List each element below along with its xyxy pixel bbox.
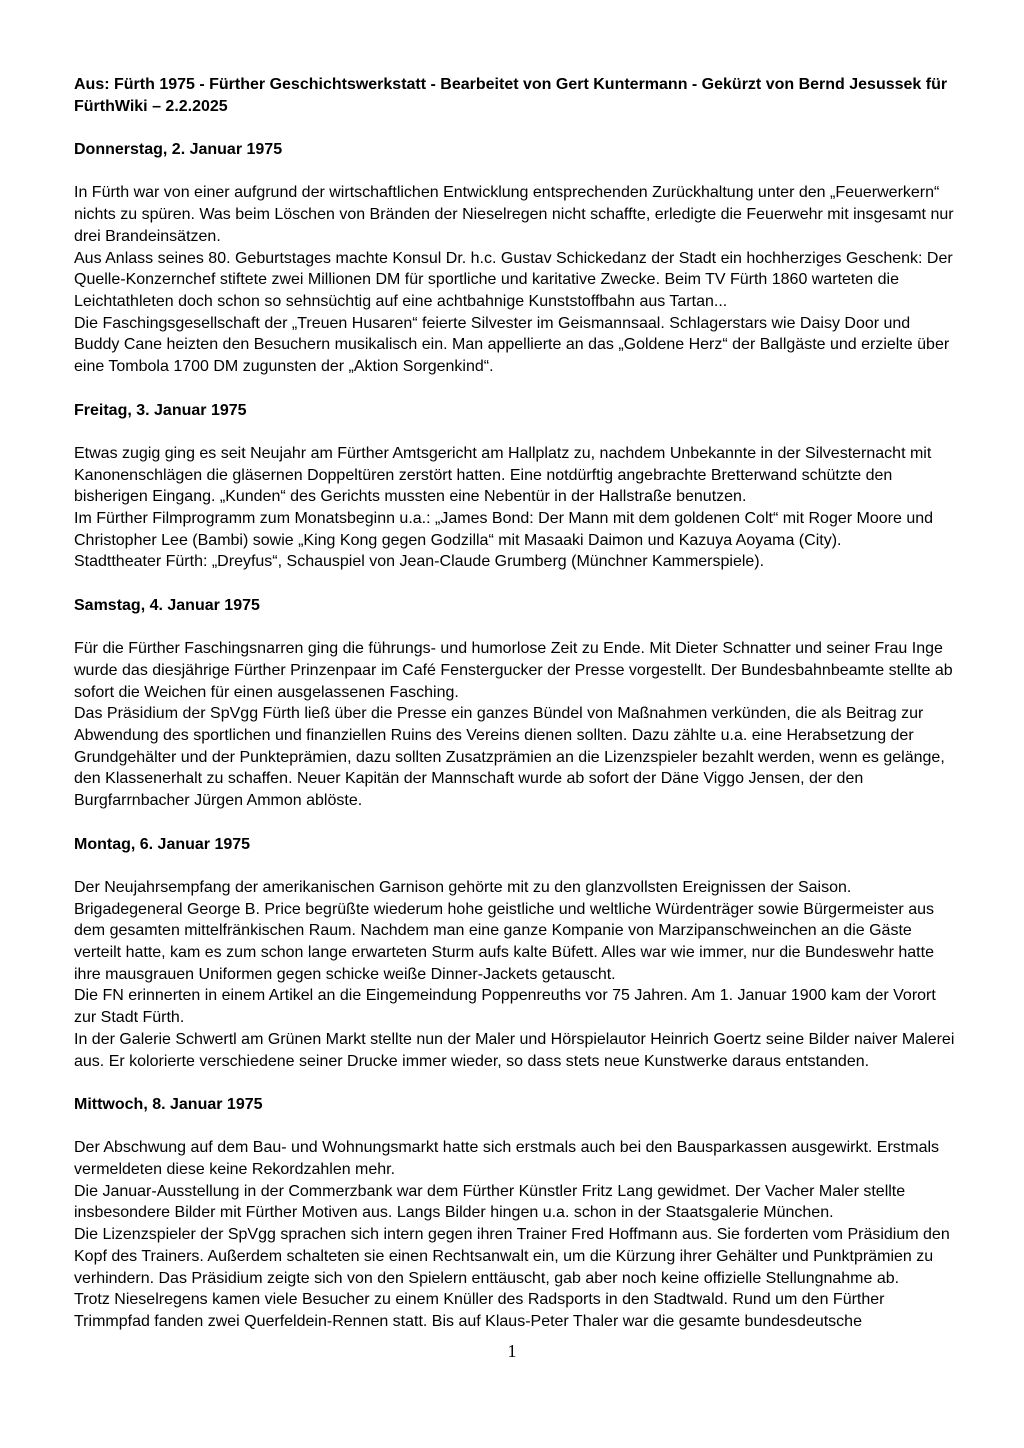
paragraph: Das Präsidium der SpVgg Fürth ließ über die Presse ein ganzes Bündel von Maßnahmen verkünden, die als Beitrag zur Abwendung des sportlichen und finanziellen Ruins des Vereins dienen sollten. Dazu zählte u.a. eine Herabsetzung der Grundgehälter und der Punkteprämien, dazu sollten Zusatzprämien an die Lizenzspieler bezahlt werden, wenn es gelänge, den Klassenerhalt zu schaffen. Neuer Kapitän der Mannschaft wurde ab sofort der Däne Viggo Jensen, der den Burgfarrnbacher Jürgen Ammon ablöste.: [74, 705, 945, 810]
paragraph: Aus Anlass seines 80. Geburtstages machte Konsul Dr. h.c. Gustav Schickedanz der Stadt ein hochherziges Geschenk: Der Quelle-Konzernchef stiftete zwei Millionen DM für sportliche und karitative Zwecke. Beim TV Fürth 1860 warteten die Leichtathleten doch schon so sehnsüchtig auf eine achtbahnige Kunststoffbahn aus Tartan...: [74, 249, 953, 310]
paragraph: Etwas zugig ging es seit Neujahr am Fürther Amtsgericht am Hallplatz zu, nachdem Unbekannte in der Silvesternacht mit Kanonenschlägen die gläsernen Doppeltüren zerstört hatten. Eine notdürftig angebrachte Bretterwand schützte den bisherigen Eingang. „Kunden“ des Gerichts mussten eine Nebentür in der Hallstraße benutzen.: [74, 444, 932, 506]
document-content: [74, 74, 958, 1333]
paragraph: Die FN erinnerten in einem Artikel an die Eingemeindung Poppenreuths vor 75 Jahren. Am 1. Januar 1900 kam der Vorort zur Stadt Fürth.: [74, 987, 936, 1027]
section-heading: Donnerstag, 2. Januar 1975: [74, 141, 283, 159]
section-body: [74, 877, 958, 1072]
day-section: [74, 834, 958, 1073]
day-section: [74, 1094, 958, 1333]
document-header: Aus: Fürth 1975 - Fürther Geschichtswerkstatt - Bearbeitet von Gert Kuntermann - Gekürzt von Bernd Jesussek für FürthWiki – 2.2.2025: [74, 76, 948, 115]
section-heading: Samstag, 4. Januar 1975: [74, 596, 260, 614]
section-body: [74, 443, 958, 573]
section-body: [74, 638, 958, 812]
paragraph: Für die Fürther Faschingsnarren ging die führungs- und humorlose Zeit zu Ende. Mit Dieter Schnatter und seiner Frau Inge wurde das diesjährige Fürther Prinzenpaar im Café Fenstergucker der Presse vorgestellt. Der Bundesbahnbeamte stellte ab sofort die Weichen für einen ausgelassenen Fasching.: [74, 640, 953, 701]
section-heading: Mittwoch, 8. Januar 1975: [74, 1095, 263, 1113]
paragraph: Die Januar-Ausstellung in der Commerzbank war dem Fürther Künstler Fritz Lang gewidmet. Der Vacher Maler stellte insbesondere Bilder mit Fürther Motiven aus. Langs Bilder hingen u.a. schon in der Staatsgalerie München.: [74, 1182, 906, 1222]
paragraph: Der Abschwung auf dem Bau- und Wohnungsmarkt hatte sich erstmals auch bei den Bausparkassen ausgewirkt. Erstmals vermeldeten diese keine Rekordzahlen mehr.: [74, 1139, 940, 1178]
section-body: [74, 1137, 958, 1332]
paragraph: Der Neujahrsempfang der amerikanischen Garnison gehörte mit zu den glanzvollsten Ereignissen der Saison. Brigadegeneral George B. Price begrüßte wiederum hohe geistliche und weltliche Würdenträger sowie Bürgermeister aus dem gesamten mittelfränkischen Raum. Nachdem man eine ganze Kompanie von Marzipanschweinchen an die Gäste verteilt hatte, kam es zum schon lange erwarteten Sturm aufs kalte Büfett. Alles war wie immer, nur die Bundeswehr hatte ihre mausgrauen Uniformen gegen schicke weiße Dinner-Jackets getauscht.: [74, 878, 934, 983]
day-section: [74, 595, 958, 812]
page-number: 1: [507, 1341, 517, 1361]
paragraph: Im Fürther Filmprogramm zum Monatsbeginn u.a.: „James Bond: Der Mann mit dem goldenen Colt“ mit Roger Moore und Christopher Lee (Bambi) sowie „King Kong gegen Godzilla“ mit Masaaki Daimon und Kazuya Aoyama (City).: [74, 510, 934, 549]
day-section: [74, 139, 958, 378]
day-section: [74, 400, 958, 574]
section-heading: Montag, 6. Januar 1975: [74, 835, 251, 853]
sections-container: [74, 139, 958, 1333]
paragraph: Die Faschingsgesellschaft der „Treuen Husaren“ feierte Silvester im Geismannsaal. Schlagerstars wie Daisy Door und Buddy Cane heizten den Besuchern musikalisch ein. Man appellierte an das „Goldene Herz“ der Ballgäste und erzielte über eine Tombola 1700 DM zugunsten der „Aktion Sorgenkind“.: [74, 314, 950, 376]
paragraph: Die Lizenzspieler der SpVgg sprachen sich intern gegen ihren Trainer Fred Hoffmann aus. Sie forderten vom Präsidium den Kopf des Trainers. Außerdem schalteten sie einen Rechtsanwalt ein, um die Kürzung ihrer Gehälter und Punktprämien zu verhindern. Das Präsidium zeigte sich von den Spielern enttäuscht, gab aber noch keine offizielle Stellungnahme ab.: [74, 1226, 950, 1287]
paragraph: In Fürth war von einer aufgrund der wirtschaftlichen Entwicklung entsprechenden Zurückhaltung unter den „Feuerwerkern“ nichts zu spüren. Was beim Löschen von Bränden der Nieselregen nicht schaffte, erledigte die Feuerwehr mit insgesamt nur drei Brandeinsätzen.: [74, 184, 954, 245]
section-body: [74, 182, 958, 377]
paragraph: In der Galerie Schwertl am Grünen Markt stellte nun der Maler und Hörspielautor Heinrich Goertz seine Bilder naiver Malerei aus. Er kolorierte verschiedene seiner Drucke immer wieder, so dass stets neue Kunstwerke daraus entstanden.: [74, 1030, 955, 1070]
section-heading: Freitag, 3. Januar 1975: [74, 401, 247, 419]
paragraph: Stadttheater Fürth: „Dreyfus“, Schauspiel von Jean-Claude Grumberg (Münchner Kammerspiele).: [74, 553, 765, 571]
paragraph: Trotz Nieselregens kamen viele Besucher zu einem Knüller des Radsports in den Stadtwald. Rund um den Fürther Trimmpfad fanden zwei Querfeldein-Rennen statt. Bis auf Klaus-Peter Thaler war die gesamte bundesdeutsche: [74, 1291, 885, 1330]
